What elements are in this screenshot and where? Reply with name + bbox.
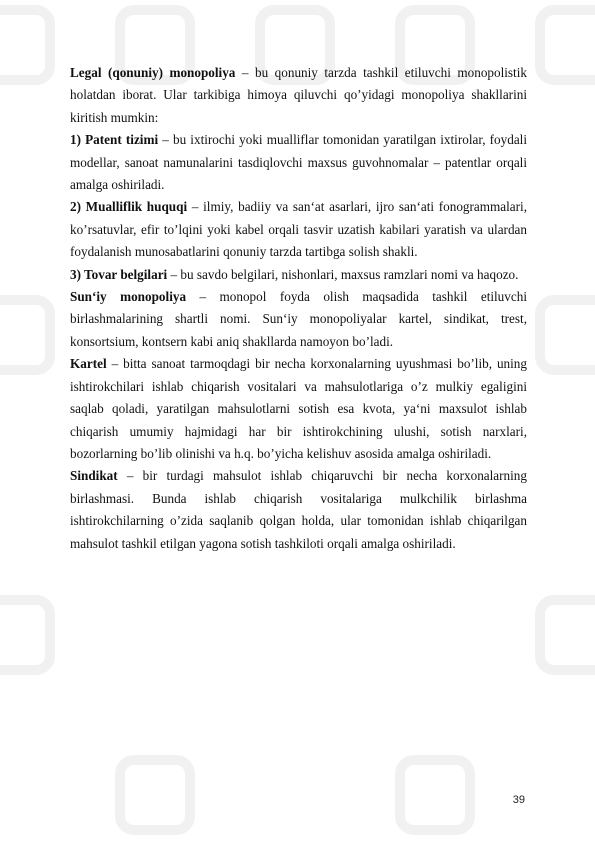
paragraph-text: – bu savdo belgilari, nishonlari, maxsus ramzlari nomi va haqozo.: [167, 266, 519, 282]
paragraph-text: – monopol foyda olish maqsadida tashkil etiluvchi birlashmalarining shartli nomi. Sun‘iy monopoliyalar kartel, sindikat, trest, konsortsium, kontsern kabi aniq shakllarda namoyon bo’ladi.: [70, 289, 527, 349]
paragraph-text: – ilmiy, badiiy va san‘at asarlari, ijro san‘ati fonogrammalari, ko’rsatuvlar, efir to’lqini yoki kabel orqali tasvir uzatish kabilari yaratish va ulardan foydalanish munosabatlarini qonuniy tarzda tartibga solish shakli.: [70, 199, 527, 260]
paragraph-text: – bir turdagi mahsulot ishlab chiqaruvchi bir necha korxonalarning birlashmasi. Bunda ishlab chiqarish vositalariga mulkchilik birlashma ishtirokchilarning o’zida saqlanib qolgan holda, ular tomonidan ishlab chiqarilgan mahsulot tashkil etilgan yagona sotish tashkiloti orqali amalga oshiriladi.: [70, 468, 527, 551]
term-legal-monopoly: Legal (qonuniy) monopoliya: [70, 65, 236, 80]
paragraph-text: – bu qonuniy tarzda tashkil etiluvchi monopolistik holatdan iborat. Ular tarkibiga himoya qiluvchi qo’yidagi monopoliya shakllarini kiritish mumkin:: [70, 65, 527, 125]
paragraph-artificial-monopoly: [70, 286, 527, 353]
paragraph-patent-system: [70, 129, 527, 196]
paragraph-trademarks: [70, 264, 527, 286]
paragraph-text: – bu ixtirochi yoki mualliflar tomonidan yaratilgan ixtirolar, foydali modellar, sanoat namunalarini tasdiqlovchi maxsus guvohnomalar – patentlar orqali amalga oshiriladi.: [70, 132, 528, 193]
term-patent-system: 1) Patent tizimi: [70, 132, 159, 148]
paragraph-copyright: [70, 196, 527, 263]
paragraph-text: – bitta sanoat tarmoqdagi bir necha korxonalarning uyushmasi bo’lib, uning ishtirokchilari ishlab chiqarish vositalari va mahsulotlariga o’z mulkiy egaligini saqlab qoladi, yaratilgan mahsulotlarni sotish esa kvota, ya‘ni maxsulot ishlab chiqarish umumiy hajmidagi har bir ishtirokchining ulushi, sotish narxlari, bozorlarning bo’lib olinishi va h.q. bo’yicha kelishuv asosida amalga oshiriladi.: [70, 356, 527, 461]
term-artificial-monopoly: Sun‘iy monopoliya: [70, 289, 187, 305]
term-cartel: Kartel: [70, 356, 107, 372]
term-syndicate: Sindikat: [70, 468, 118, 484]
paragraph-cartel: [70, 353, 527, 465]
paragraph-legal-monopoly: [70, 62, 527, 129]
page-number: 39: [512, 794, 525, 806]
paragraph-syndicate: [70, 465, 527, 555]
term-trademarks: 3) Tovar belgilari: [70, 266, 168, 282]
document-body: [70, 62, 527, 555]
term-copyright: 2) Mualliflik huquqi: [70, 199, 188, 215]
